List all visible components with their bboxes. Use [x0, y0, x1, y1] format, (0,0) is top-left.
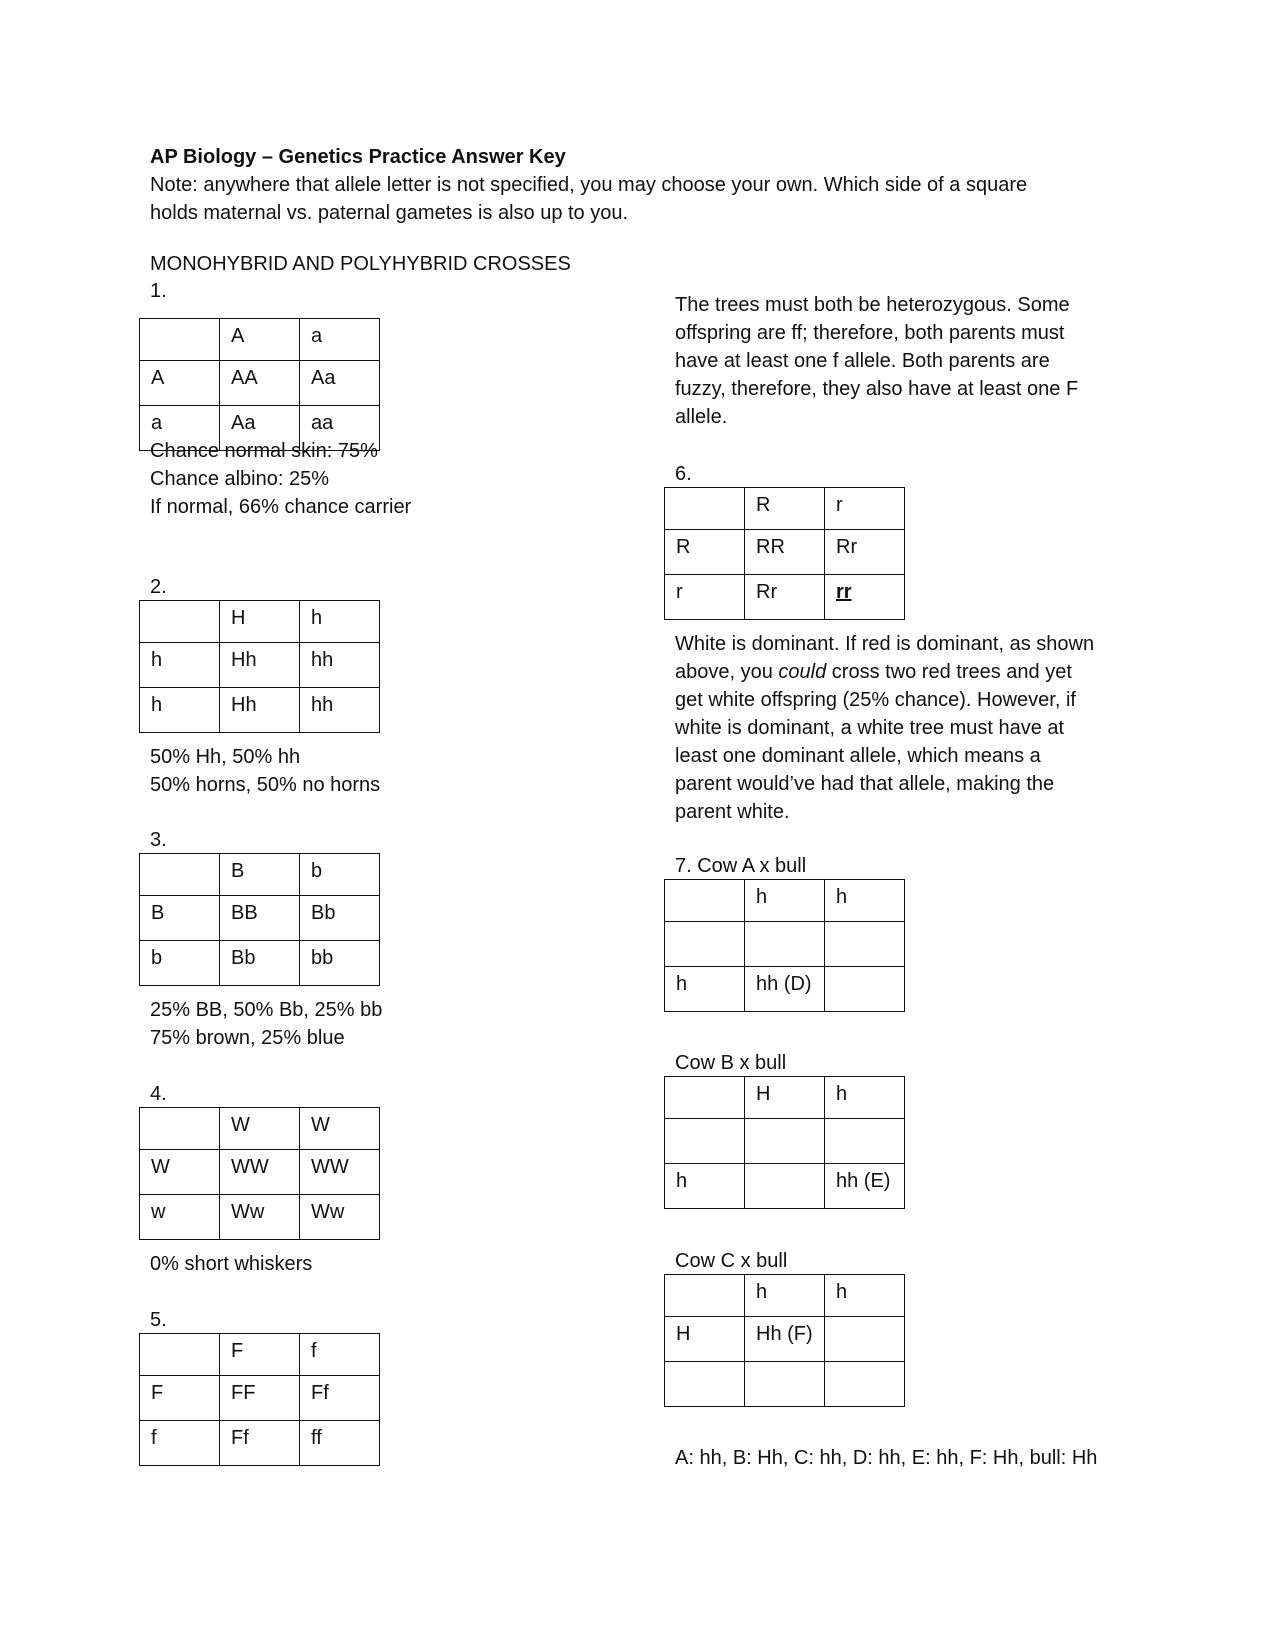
note-carrier: If normal, 66% chance carrier [150, 496, 412, 518]
genotype-cell: rr [825, 575, 905, 620]
gamete-cell: B [140, 896, 220, 941]
problem-7-label-cow-a: 7. Cow A x bull [675, 855, 807, 877]
gamete-cell: H [665, 1317, 745, 1362]
genotype-cell: ff [300, 1421, 380, 1466]
note-phenotype-ratio: 75% brown, 25% blue [150, 1027, 345, 1049]
emphasis-could: could [778, 661, 827, 683]
gamete-cell: h [665, 1164, 745, 1209]
explanation-line: get white offspring (25% chance). However, if [675, 689, 1076, 711]
punnett-row [665, 488, 905, 530]
explanation-line: parent would’ve had that allele, making the [675, 773, 1055, 795]
gamete-cell: R [745, 488, 825, 530]
punnett-row [665, 880, 905, 922]
explanation-line: allele. [675, 406, 728, 428]
punnett-square-4 [139, 1107, 380, 1240]
problem-7-label-cow-c: Cow C x bull [675, 1250, 788, 1272]
explanation-line: parent white. [675, 801, 790, 823]
note-genotype-ratio: 50% Hh, 50% hh [150, 746, 301, 768]
note-short-whiskers: 0% short whiskers [150, 1253, 313, 1275]
explanation-text: above, you [675, 661, 779, 683]
genotype-cell: Aa [220, 406, 300, 451]
problem-2-label: 2. [150, 576, 167, 598]
explanation-line: offspring are ff; therefore, both parents must [675, 322, 1065, 344]
genotype-cell: aa [300, 406, 380, 451]
gamete-cell: b [300, 854, 380, 896]
problem-6-explanation [675, 630, 1135, 826]
gamete-cell: w [140, 1195, 220, 1240]
gamete-cell: F [220, 1334, 300, 1376]
genotype-cell: Hh (F) [745, 1317, 825, 1362]
punnett-square-6 [664, 487, 905, 620]
punnett-row [140, 1108, 380, 1150]
gamete-cell: W [140, 1150, 220, 1195]
gamete-cell [665, 880, 745, 922]
punnett-row [140, 1376, 380, 1421]
genotype-cell: Rr [745, 575, 825, 620]
genotype-cell: bb [300, 941, 380, 986]
gamete-cell: a [300, 319, 380, 361]
genotype-cell: hh (D) [745, 967, 825, 1012]
genotype-cell: WW [220, 1150, 300, 1195]
problem-3-notes [150, 996, 382, 1052]
punnett-row [665, 1119, 905, 1164]
gamete-cell [140, 1108, 220, 1150]
punnett-square-7a [664, 879, 905, 1012]
punnett-row [140, 319, 380, 361]
gamete-cell: W [300, 1108, 380, 1150]
punnett-row [140, 1421, 380, 1466]
gamete-cell [140, 854, 220, 896]
punnett-row [665, 530, 905, 575]
note-normal-skin: Chance normal skin: 75% [150, 440, 378, 462]
punnett-row [665, 1164, 905, 1209]
gamete-cell: f [140, 1421, 220, 1466]
explanation-line: The trees must both be heterozygous. Some [675, 294, 1070, 316]
explanation-text: cross two red trees and yet [826, 661, 1072, 683]
genotype-cell: BB [220, 896, 300, 941]
gamete-cell: H [220, 601, 300, 643]
punnett-row [140, 896, 380, 941]
explanation-line: least one dominant allele, which means a [675, 745, 1041, 767]
genotype-cell: hh (E) [825, 1164, 905, 1209]
gamete-cell [140, 319, 220, 361]
genotype-cell [825, 1119, 905, 1164]
genotype-cell: hh [300, 643, 380, 688]
gamete-cell: h [665, 967, 745, 1012]
genotype-cell [825, 967, 905, 1012]
gamete-cell [665, 922, 745, 967]
punnett-row [665, 1317, 905, 1362]
genotype-cell: Hh [220, 688, 300, 733]
punnett-square-3 [139, 853, 380, 986]
gamete-cell: r [825, 488, 905, 530]
gamete-cell: W [220, 1108, 300, 1150]
gamete-cell: a [140, 406, 220, 451]
explanation-line [675, 658, 1135, 686]
genotype-cell: WW [300, 1150, 380, 1195]
gamete-cell [665, 488, 745, 530]
gamete-cell: A [220, 319, 300, 361]
problem-6-label: 6. [675, 463, 692, 485]
gamete-cell: R [665, 530, 745, 575]
punnett-square-2 [139, 600, 380, 733]
gamete-cell: F [140, 1376, 220, 1421]
genotype-cell [825, 1362, 905, 1407]
genotype-cell: Hh [220, 643, 300, 688]
problem-3-label: 3. [150, 829, 167, 851]
note-genotype-ratio: 25% BB, 50% Bb, 25% bb [150, 999, 383, 1021]
punnett-row [140, 643, 380, 688]
gamete-cell: B [220, 854, 300, 896]
genotype-cell: Bb [220, 941, 300, 986]
gamete-cell [665, 1275, 745, 1317]
note-line-2: holds maternal vs. paternal gametes is also up to you. [150, 202, 629, 224]
punnett-row [140, 1195, 380, 1240]
page-title: AP Biology – Genetics Practice Answer Key [150, 146, 566, 168]
problem-2-notes [150, 743, 380, 799]
gamete-cell: r [665, 575, 745, 620]
problem-7-label-cow-b: Cow B x bull [675, 1052, 787, 1074]
gamete-cell: h [140, 643, 220, 688]
note-phenotype-ratio: 50% horns, 50% no horns [150, 774, 381, 796]
punnett-row [140, 941, 380, 986]
problem-1-notes [150, 437, 411, 521]
gamete-cell: H [745, 1077, 825, 1119]
gamete-cell [665, 1119, 745, 1164]
genotype-cell [745, 1164, 825, 1209]
genotype-cell [745, 1119, 825, 1164]
gamete-cell [665, 1077, 745, 1119]
section-heading: MONOHYBRID AND POLYHYBRID CROSSES [150, 253, 571, 275]
genotype-cell [745, 922, 825, 967]
problem-4-label: 4. [150, 1083, 167, 1105]
genotype-cell [825, 1317, 905, 1362]
genotype-cell: Ww [220, 1195, 300, 1240]
genotype-cell: Ww [300, 1195, 380, 1240]
gamete-cell: h [825, 1077, 905, 1119]
problem-5-explanation [675, 291, 1135, 431]
punnett-row [140, 854, 380, 896]
punnett-row [665, 1362, 905, 1407]
genotype-cell [745, 1362, 825, 1407]
gamete-cell: h [300, 601, 380, 643]
punnett-square-1 [139, 318, 380, 451]
genotype-cell: Rr [825, 530, 905, 575]
genotype-cell: Aa [300, 361, 380, 406]
punnett-row [140, 1150, 380, 1195]
gamete-cell: h [140, 688, 220, 733]
punnett-row [665, 1077, 905, 1119]
punnett-row [665, 575, 905, 620]
gamete-cell [665, 1362, 745, 1407]
genotype-cell: AA [220, 361, 300, 406]
genotype-cell [825, 922, 905, 967]
punnett-square-7b [664, 1076, 905, 1209]
genotype-cell: Ff [300, 1376, 380, 1421]
punnett-row [665, 967, 905, 1012]
punnett-row [665, 922, 905, 967]
gamete-cell: A [140, 361, 220, 406]
punnett-row [140, 601, 380, 643]
problem-4-notes [150, 1250, 312, 1278]
genotype-cell: hh [300, 688, 380, 733]
note-line-1: Note: anywhere that allele letter is not specified, you may choose your own. Which side of a square [150, 174, 1028, 196]
problem-7-answer: A: hh, B: Hh, C: hh, D: hh, E: hh, F: Hh, bull: Hh [675, 1447, 1098, 1469]
gamete-cell: h [825, 1275, 905, 1317]
gamete-cell [140, 1334, 220, 1376]
gamete-cell: h [745, 880, 825, 922]
header [150, 143, 1027, 227]
genotype-cell: Bb [300, 896, 380, 941]
explanation-line: fuzzy, therefore, they also have at least one F [675, 378, 1079, 400]
punnett-square-5 [139, 1333, 380, 1466]
problem-1-label: 1. [150, 280, 167, 302]
gamete-cell: h [825, 880, 905, 922]
punnett-row [140, 1334, 380, 1376]
genotype-cell: Ff [220, 1421, 300, 1466]
punnett-row [140, 361, 380, 406]
punnett-row [140, 688, 380, 733]
genotype-cell: RR [745, 530, 825, 575]
note-albino: Chance albino: 25% [150, 468, 330, 490]
punnett-row [665, 1275, 905, 1317]
explanation-line: have at least one f allele. Both parents are [675, 350, 1050, 372]
problem-5-label: 5. [150, 1309, 167, 1331]
gamete-cell: b [140, 941, 220, 986]
punnett-square-7c [664, 1274, 905, 1407]
gamete-cell [140, 601, 220, 643]
gamete-cell: f [300, 1334, 380, 1376]
gamete-cell: h [745, 1275, 825, 1317]
explanation-line: white is dominant, a white tree must have at [675, 717, 1065, 739]
genotype-cell: FF [220, 1376, 300, 1421]
explanation-line: White is dominant. If red is dominant, as shown [675, 633, 1095, 655]
